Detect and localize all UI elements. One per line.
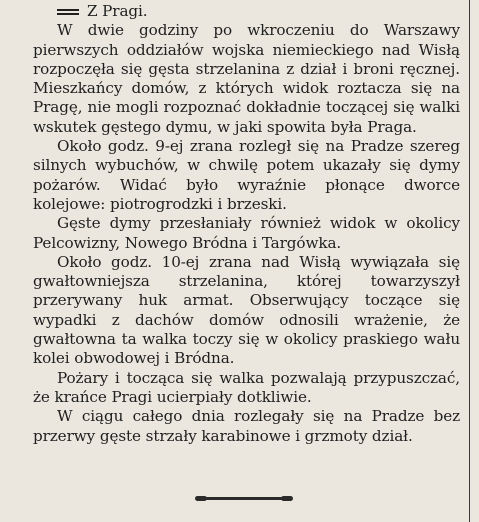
paragraph-5: Pożary i tocząca się walka pozwalają przypuszczać, że krańce Pragi ucierpiały dotkliwie.: [33, 368, 460, 406]
paragraph-1: W dwie godziny po wkroczeniu do Warszawy pierwszych oddziałów wojska niemieckiego nad Wisłą rozpoczęła się gęsta strzelanina z dział i broni ręcznej. Mieszkańcy domów, z których widok roztacza się na Pragę, nie mogli rozpoznać dokładnie toczącej się walki wskutek gęstego dymu, w jaki spowita była Praga.: [33, 21, 460, 136]
paragraph-2: Około godz. 9-ej zrana rozległ się na Pradze szereg silnych wybuchów, w chwilę potem ukazały się dymy pożarów. Widać było wyraźnie płonące dworce kolejowe: piotrogrodzki i brzeski.: [33, 137, 460, 213]
paragraph-3: Gęste dymy przesłaniały również widok w okolicy Pelcowizny, Nowego Bródna i Targówka.: [33, 214, 460, 252]
column-rule: [469, 0, 470, 522]
article: [33, 2, 460, 446]
end-of-article-rule: [199, 497, 289, 500]
article-headline: [57, 2, 460, 21]
paragraph-6: W ciągu całego dnia rozlegały się na Pradze bez przerwy gęste strzały karabinowe i grzmoty dział.: [33, 407, 460, 445]
headline-double-dash: [57, 9, 79, 15]
article-title: Z Pragi.: [87, 2, 148, 20]
paragraph-4: Około godz. 10-ej zrana nad Wisłą wywiązała się gwałtowniejsza strzelanina, której towarzyszył przerywany huk armat. Obserwujący toczące się wypadki z dachów domów odnosili wrażenie, że gwałtowna ta walka toczy się w okolicy praskiego wału kolei obwodowej i Bródna.: [33, 252, 460, 368]
